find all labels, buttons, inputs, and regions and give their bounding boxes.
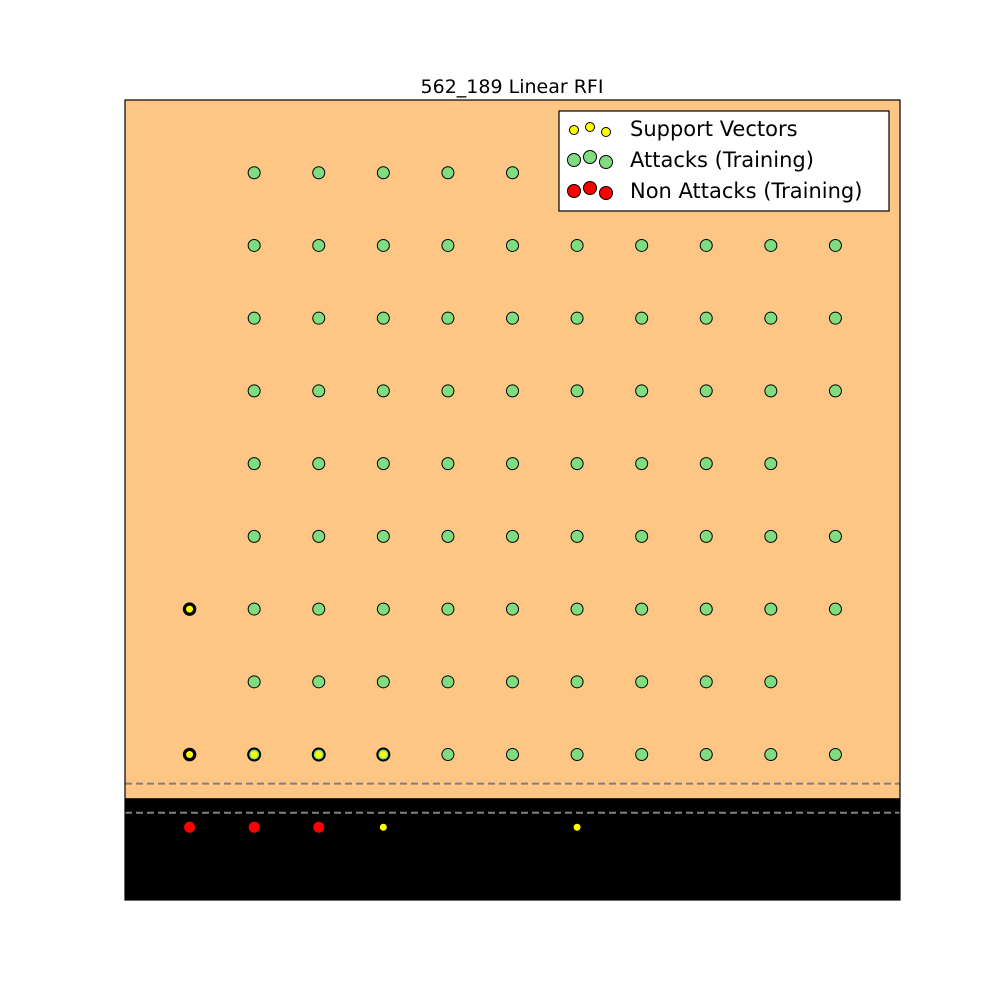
attack-point [700, 749, 712, 761]
non-attack-point [249, 822, 260, 833]
attack-point [700, 239, 712, 251]
plot-area [125, 100, 900, 900]
attack-point [765, 385, 777, 397]
legend-marker-attack [584, 151, 597, 164]
attack-point [636, 385, 648, 397]
attack-point [248, 239, 260, 251]
attack-point [636, 530, 648, 542]
legend-marker-attack [600, 156, 613, 169]
attack-point [507, 239, 519, 251]
attack-point [700, 530, 712, 542]
support-vector-point [315, 751, 322, 758]
attack-point [313, 530, 325, 542]
attack-point [829, 239, 841, 251]
attack-point [829, 312, 841, 324]
attack-point [442, 749, 454, 761]
attack-point [507, 530, 519, 542]
attack-point [377, 603, 389, 615]
attack-point [377, 239, 389, 251]
attack-point [829, 530, 841, 542]
attack-point [636, 458, 648, 470]
legend-marker-nonattack [584, 182, 597, 195]
support-vector-point [186, 606, 193, 613]
legend-marker-nonattack [600, 187, 613, 200]
attack-point [248, 167, 260, 179]
attack-point [829, 603, 841, 615]
legend-marker-nonattack [568, 185, 581, 198]
attack-point [636, 312, 648, 324]
support-vector-point [574, 824, 581, 831]
attack-point [829, 385, 841, 397]
support-vector-point [380, 751, 387, 758]
attack-point [571, 458, 583, 470]
attack-point [700, 312, 712, 324]
attack-point [313, 676, 325, 688]
attack-point [442, 167, 454, 179]
attack-point [313, 167, 325, 179]
support-vector-point [380, 824, 387, 831]
attack-point [507, 312, 519, 324]
attack-point [248, 458, 260, 470]
attack-point [700, 676, 712, 688]
attack-point [377, 385, 389, 397]
attack-point [765, 749, 777, 761]
attack-point [442, 239, 454, 251]
attack-point [829, 749, 841, 761]
legend-label-attacks: Attacks (Training) [630, 148, 814, 172]
attack-point [636, 239, 648, 251]
attack-point [248, 530, 260, 542]
attack-point [571, 312, 583, 324]
attack-point [636, 603, 648, 615]
chart-title: 562_189 Linear RFI [420, 76, 604, 98]
support-vector-point [186, 751, 193, 758]
attack-point [442, 458, 454, 470]
legend-marker-sv [570, 126, 579, 135]
legend-label-support-vectors: Support Vectors [630, 117, 798, 141]
attack-point [313, 239, 325, 251]
attack-point [571, 385, 583, 397]
attack-point [700, 458, 712, 470]
attack-point [571, 676, 583, 688]
attack-point [313, 385, 325, 397]
attack-point [571, 530, 583, 542]
attack-point [636, 676, 648, 688]
attack-point [700, 603, 712, 615]
attack-point [507, 603, 519, 615]
attack-point [248, 676, 260, 688]
attack-point [313, 458, 325, 470]
legend-marker-sv [602, 128, 611, 137]
attack-point [507, 676, 519, 688]
legend-marker-attack [568, 154, 581, 167]
attack-point [571, 749, 583, 761]
attack-point [700, 385, 712, 397]
non-attack-point [313, 822, 324, 833]
non-attack-point [184, 822, 195, 833]
attack-point [571, 603, 583, 615]
attack-point [765, 603, 777, 615]
attack-point [248, 385, 260, 397]
attack-point [636, 749, 648, 761]
attack-point [377, 676, 389, 688]
attack-point [507, 458, 519, 470]
legend [559, 111, 889, 211]
attack-point [442, 676, 454, 688]
attack-point [442, 385, 454, 397]
attack-point [507, 167, 519, 179]
attack-point [765, 312, 777, 324]
attack-point [507, 385, 519, 397]
attack-point [442, 530, 454, 542]
attack-point [442, 603, 454, 615]
attack-point [507, 749, 519, 761]
attack-point [571, 239, 583, 251]
attack-point [377, 312, 389, 324]
attack-point [313, 312, 325, 324]
attack-point [377, 458, 389, 470]
attack-point [248, 603, 260, 615]
attack-point [765, 239, 777, 251]
attack-point [377, 167, 389, 179]
attack-point [765, 530, 777, 542]
attack-point [248, 312, 260, 324]
legend-label-non-attacks: Non Attacks (Training) [630, 179, 863, 203]
legend-marker-sv [586, 123, 595, 132]
support-vector-point [251, 751, 258, 758]
attack-point [765, 676, 777, 688]
attack-point [765, 458, 777, 470]
attack-point [377, 530, 389, 542]
attack-point [313, 603, 325, 615]
attack-point [442, 312, 454, 324]
